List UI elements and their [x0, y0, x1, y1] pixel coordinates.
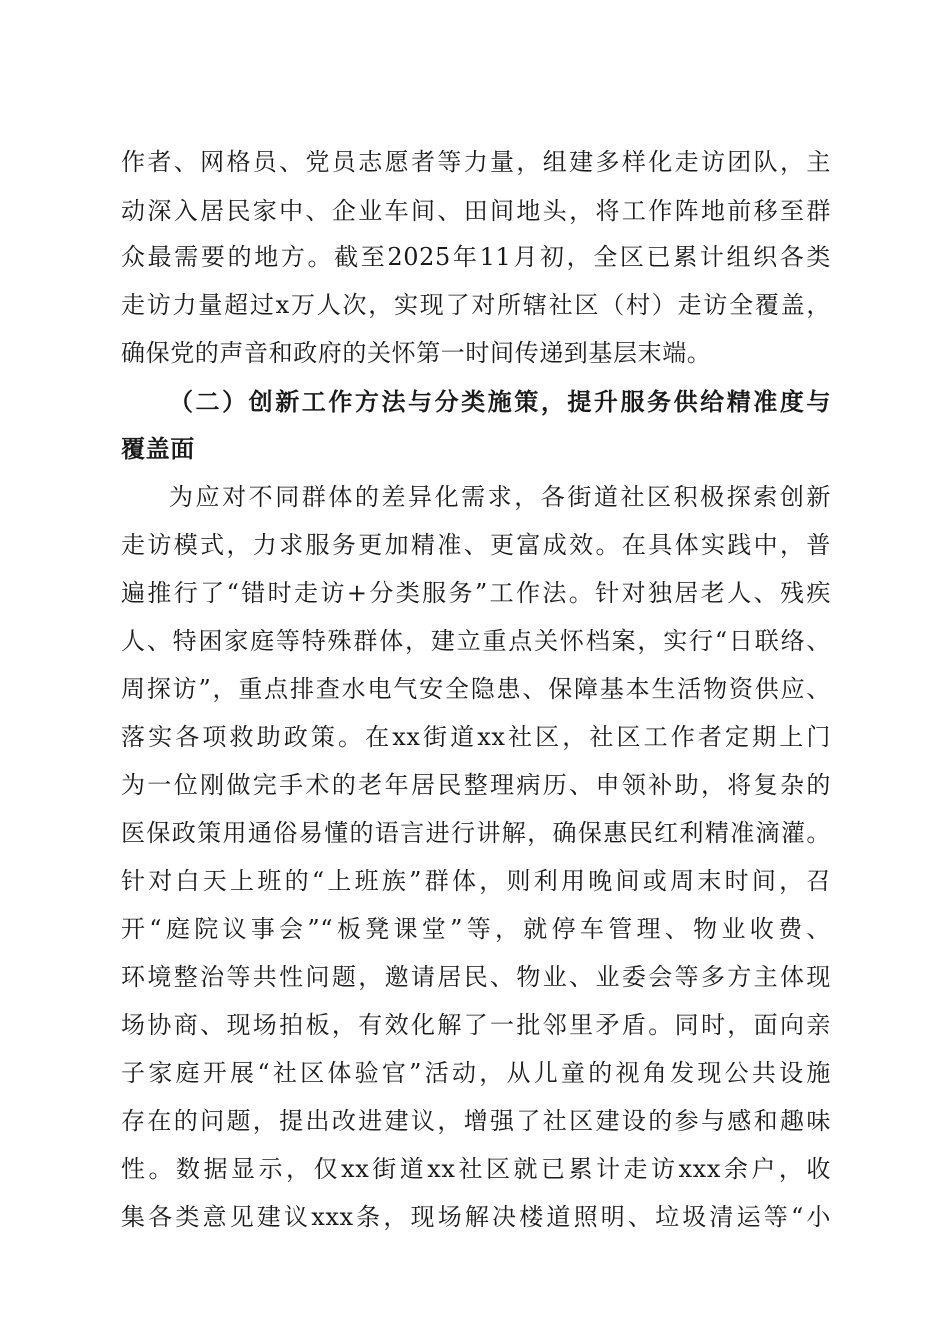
body-line: 遍推行了“错时走访+分类服务”工作法。针对独居老人、残疾 — [121, 579, 831, 607]
body-line: 子家庭开展“社区体验官”活动，从儿童的视角发现公共设施 — [121, 1059, 831, 1087]
section-heading-continued: 覆盖面 — [121, 434, 195, 463]
section-heading: （二）创新工作方法与分类施策，提升服务供给精准度与 — [169, 387, 831, 416]
body-line: 场协商、现场拍板，有效化解了一批邻里矛盾。同时，面向亲 — [121, 1011, 831, 1039]
body-line: 为应对不同群体的差异化需求，各街道社区积极探索创新 — [169, 483, 831, 511]
body-line: 周探访”，重点排查水电气安全隐患、保障基本生活物资供应、 — [121, 675, 831, 703]
body-line: 动深入居民家中、企业车间、田间地头，将工作阵地前移至群 — [121, 197, 831, 225]
body-line: 为一位刚做完手术的老年居民整理病历、申领补助，将复杂的 — [121, 771, 831, 799]
body-line: 医保政策用通俗易懂的语言进行讲解，确保惠民红利精准滴灌。 — [121, 819, 831, 847]
body-line: 人、特困家庭等特殊群体，建立重点关怀档案，实行“日联络、 — [121, 627, 831, 655]
body-line: 开“庭院议事会”“板凳课堂”等，就停车管理、物业收费、 — [121, 915, 831, 943]
body-line: 作者、网格员、党员志愿者等力量，组建多样化走访团队，主 — [121, 148, 831, 176]
body-line: 走访力量超过x万人次，实现了对所辖社区（村）走访全覆盖， — [121, 291, 831, 319]
body-line: 走访模式，力求服务更加精准、更富成效。在具体实践中，普 — [121, 531, 831, 559]
body-line: 环境整治等共性问题，邀请居民、物业、业委会等多方主体现 — [121, 963, 831, 991]
body-line: 性。数据显示，仅xx街道xx社区就已累计走访xxx余户，收 — [121, 1155, 831, 1183]
body-line: 众最需要的地方。截至2025年11月初，全区已累计组织各类 — [121, 243, 831, 271]
body-line: 落实各项救助政策。在xx街道xx社区，社区工作者定期上门 — [121, 723, 831, 751]
body-line: 集各类意见建议xxx条，现场解决楼道照明、垃圾清运等“小 — [121, 1203, 831, 1231]
body-line: 存在的问题，提出改进建议，增强了社区建设的参与感和趣味 — [121, 1107, 831, 1135]
body-line: 针对白天上班的“上班族”群体，则利用晚间或周末时间，召 — [121, 867, 831, 895]
body-line: 确保党的声音和政府的关怀第一时间传递到基层末端。 — [121, 339, 712, 367]
